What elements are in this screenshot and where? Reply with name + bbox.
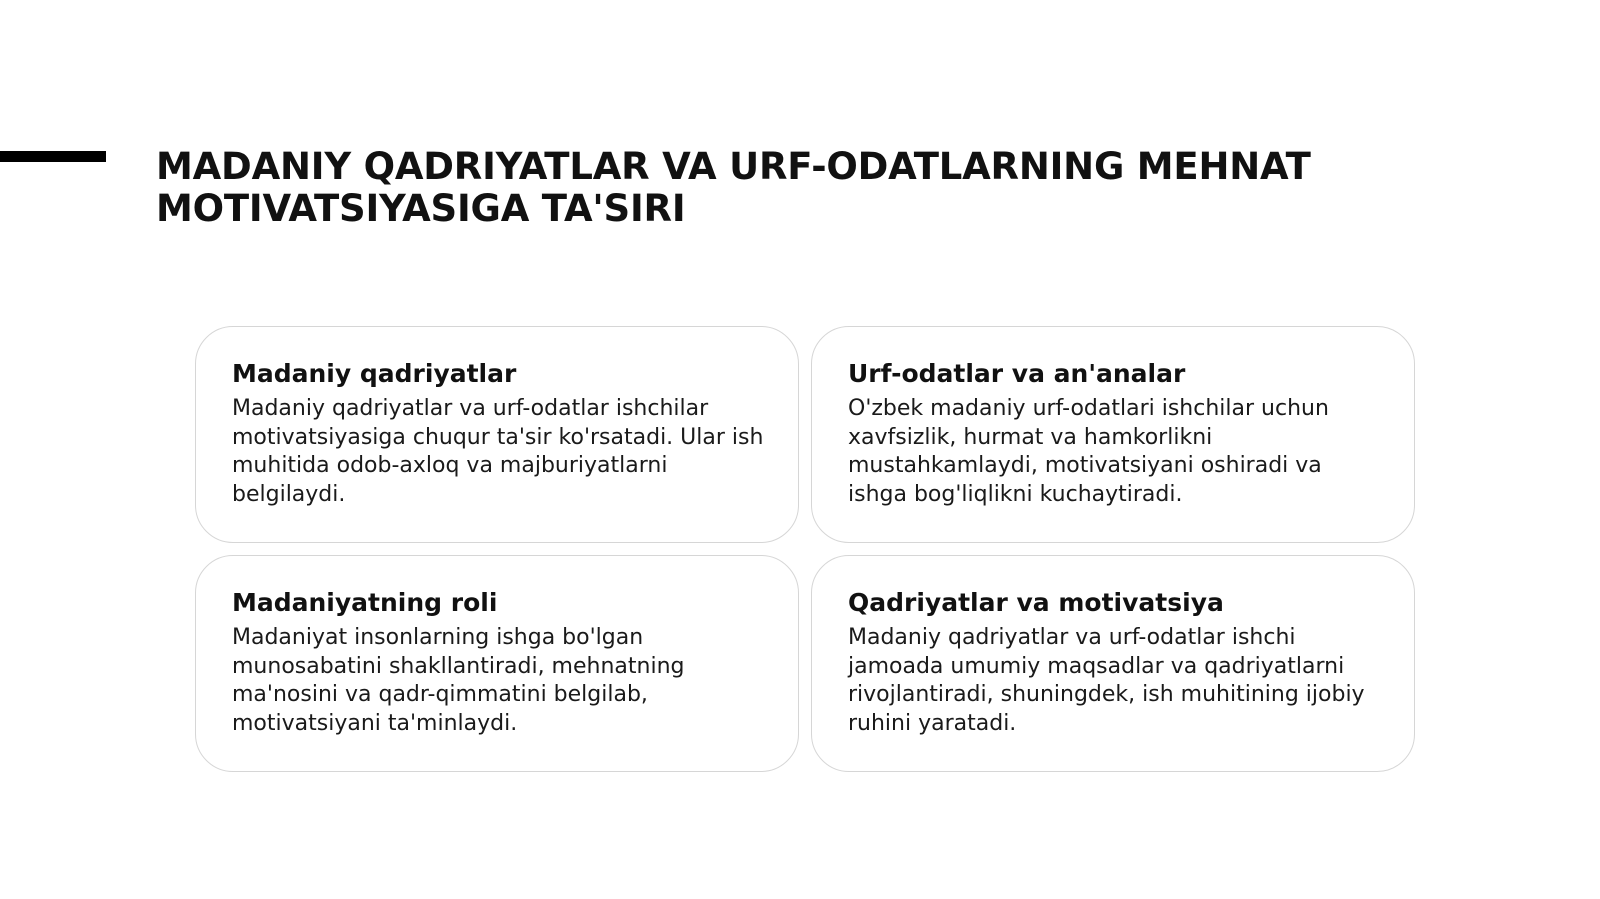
card-madaniyatning-roli [195, 555, 799, 772]
card-text: Madaniy qadriyatlar va urf-odatlar ishchi jamoada umumiy maqsadlar va qadriyatlarni rivojlantiradi, shuningdek, ish muhitining ijobiy ruhini yaratadi. [848, 625, 1365, 736]
card-title: Qadriyatlar va motivatsiya [848, 588, 1224, 617]
card-qadriyatlar-motivatsiya [811, 555, 1415, 772]
card-text: Madaniy qadriyatlar va urf-odatlar ishchilar motivatsiyasiga chuqur ta'sir ko'rsatadi. Ular ish muhitida odob-axloq va majburiyatlarni belgilaydi. [232, 396, 764, 507]
card-title: Madaniyatning roli [232, 588, 498, 617]
card-title: Urf-odatlar va an'analar [848, 359, 1186, 388]
card-madaniy-qadriyatlar [195, 326, 799, 543]
card-text: O'zbek madaniy urf-odatlari ishchilar uchun xavfsizlik, hurmat va hamkorlikni mustahkamlaydi, motivatsiyani oshiradi va ishga bog'liqlikni kuchaytiradi. [848, 396, 1329, 507]
cards-grid [195, 326, 1415, 772]
card-text: Madaniyat insonlarning ishga bo'lgan munosabatini shakllantiradi, mehnatning ma'nosini va qadr-qimmatini belgilab, motivatsiyani ta'minlaydi. [232, 625, 685, 736]
slide-title: MADANIY QADRIYATLAR VA URF-ODATLARNING MEHNAT MOTIVATSIYASIGA TA'SIRI [156, 145, 1311, 230]
card-urf-odatlar [811, 326, 1415, 543]
card-title: Madaniy qadriyatlar [232, 359, 517, 388]
title-accent-bar [0, 151, 106, 162]
